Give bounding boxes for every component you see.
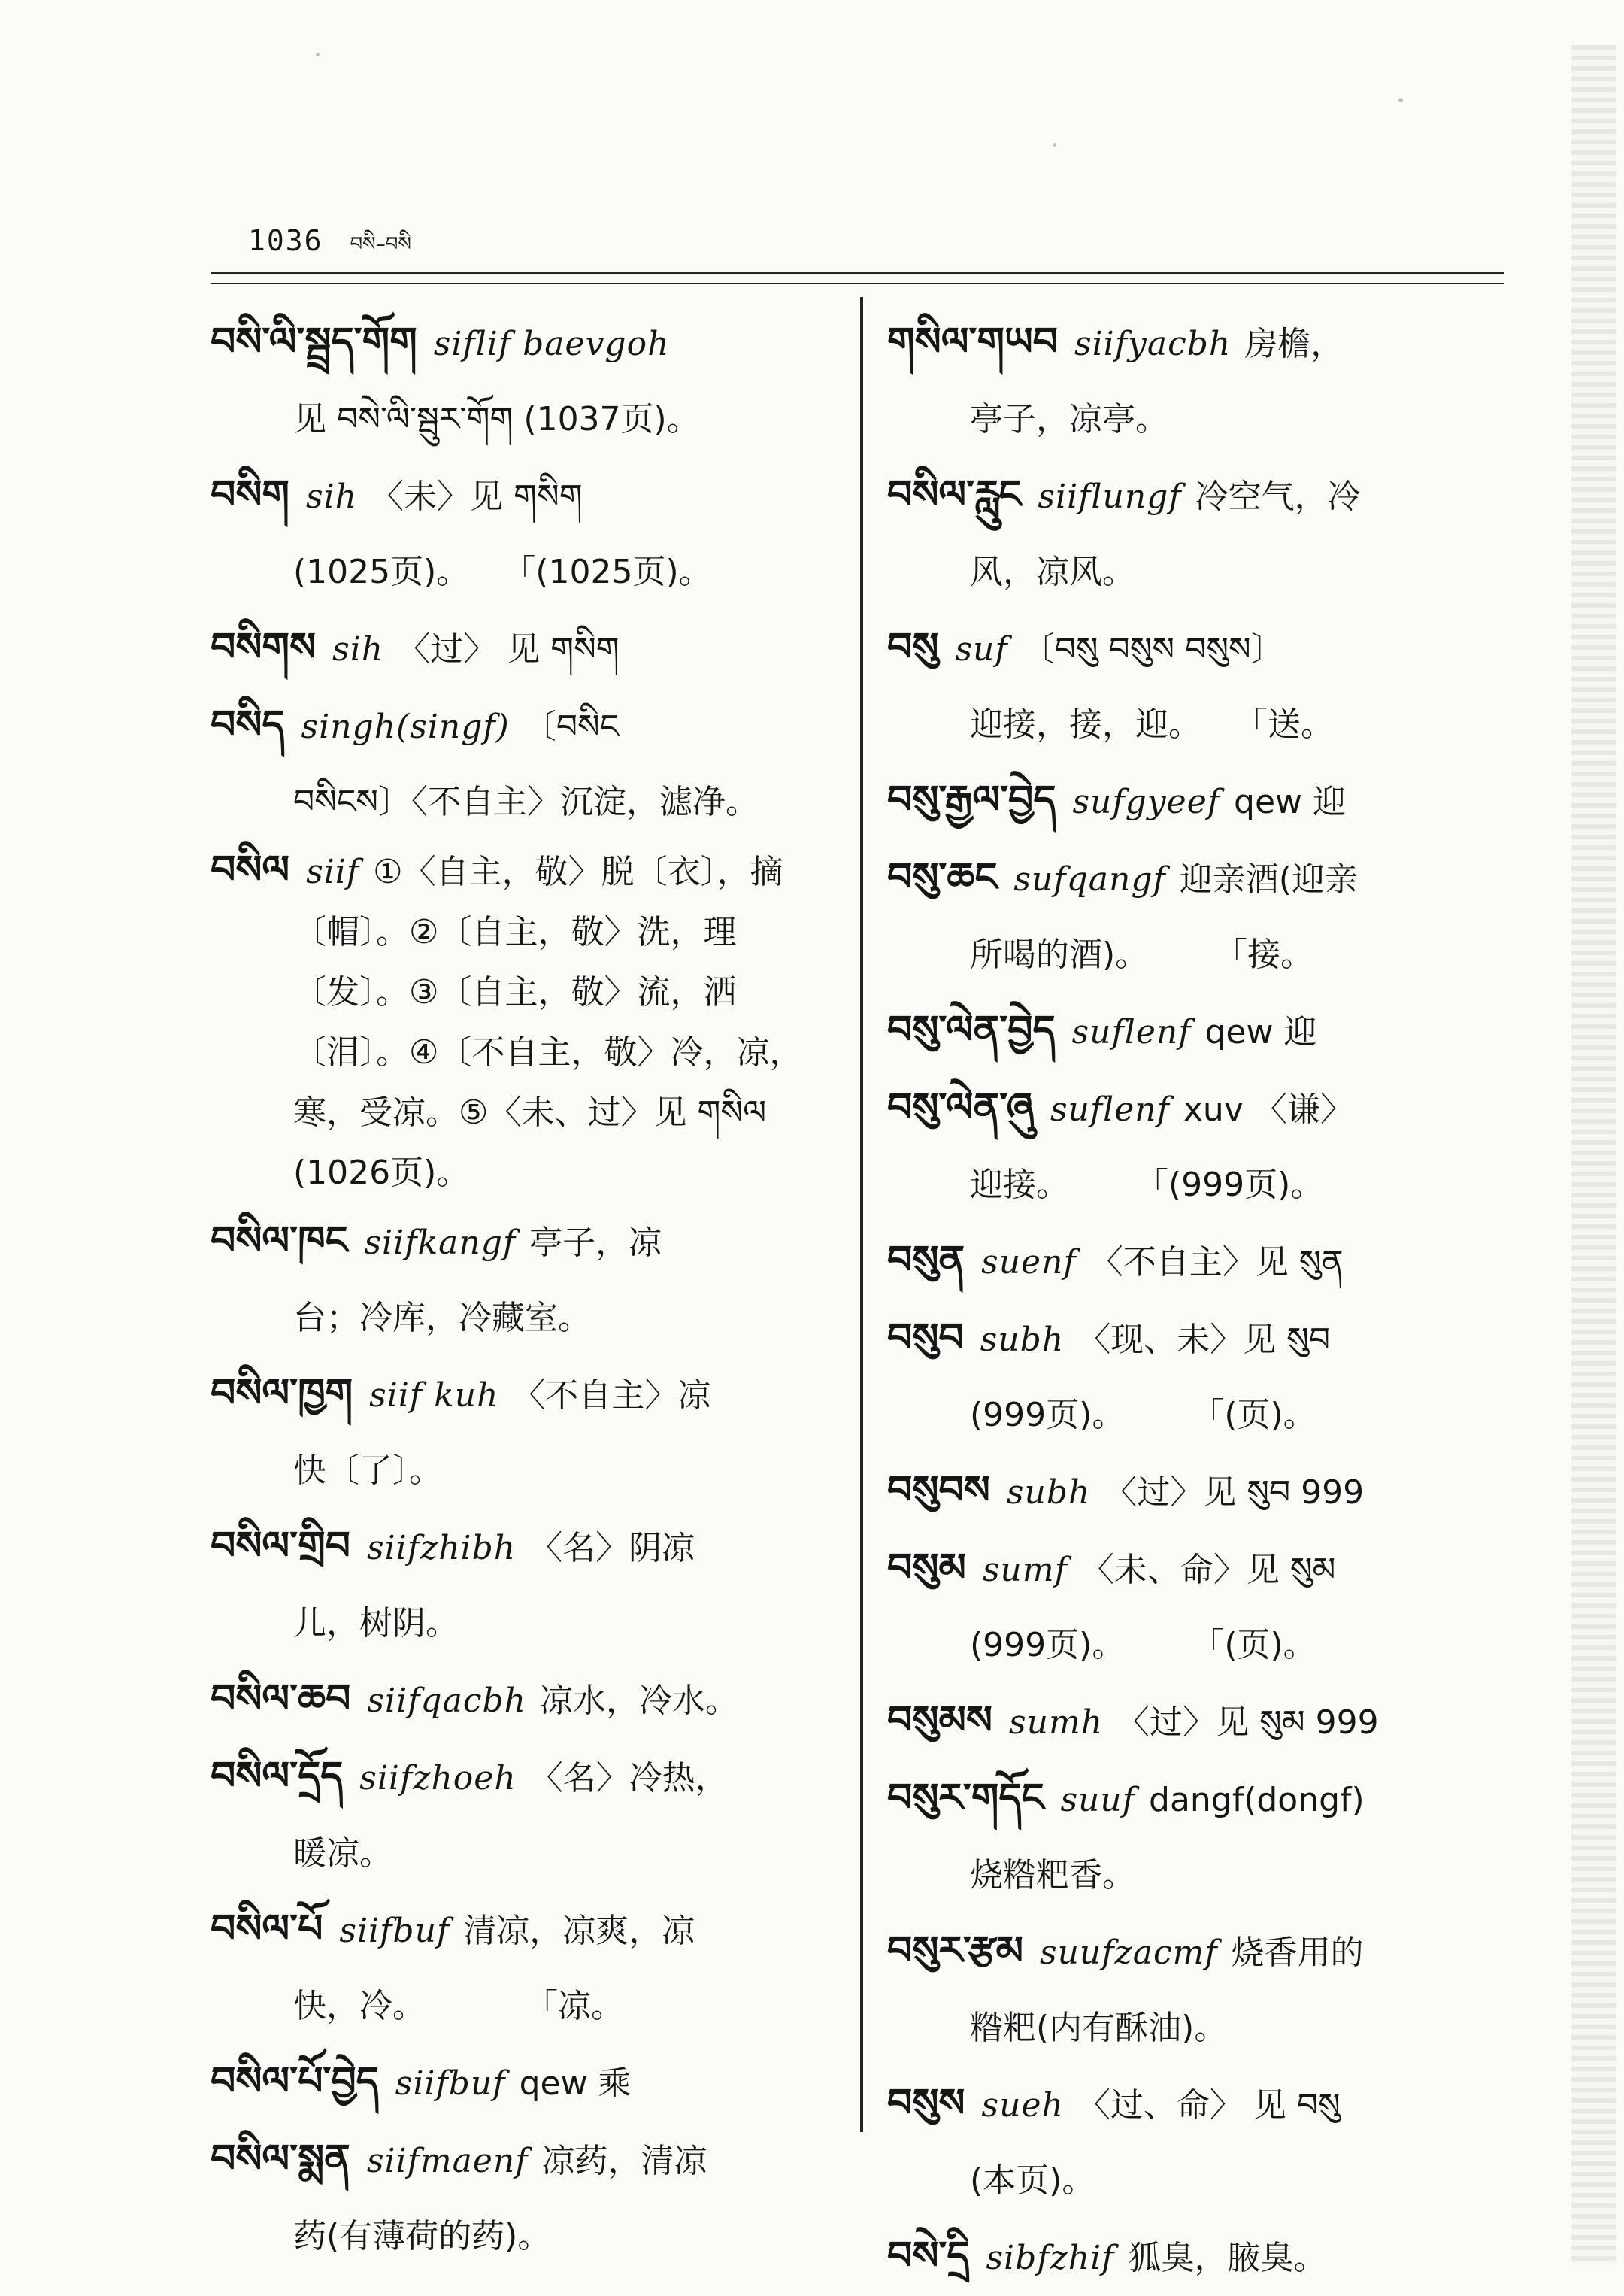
entry-romanization: siifbuf (395, 2064, 506, 2103)
entry-definition: qew 迎 (1234, 783, 1347, 821)
entry-romanization: sih (306, 478, 358, 516)
entry-headword: བསིལ་པོ་བྱེད (211, 2059, 379, 2104)
entry-continuation: 迎接，接，迎。 「送。 (970, 705, 1334, 744)
entry-definition: ①〈自主，敬〉脱〔衣〕，摘 (373, 853, 783, 891)
entry-definition: 〈未、命〉见 སུམ (1080, 1551, 1336, 1589)
entry-definition: 冷空气，冷 (1195, 478, 1361, 516)
header-rule-thin (211, 283, 1504, 284)
entry-romanization: siifqacbh (367, 1682, 526, 1720)
entry-romanization: singh(singf) (301, 708, 510, 746)
entry-headword: བསུ་ལེན་ཞུ (887, 1085, 1034, 1130)
scan-edge (1571, 45, 1616, 2264)
page-number: 1036 (248, 224, 323, 257)
entry-continuation: བསིངས〕〈不自主〉沉淀，滤净。 (293, 783, 759, 821)
entry-headword: བསིལ་གྲིབ (211, 1524, 351, 1569)
entry-definition: 狐臭，腋臭。 (1128, 2239, 1327, 2277)
dictionary-entry (211, 2122, 842, 2274)
dictionary-entry (887, 1530, 1504, 1683)
entry-headword: བསུས (887, 2081, 965, 2126)
entry-headword: བསིལ་ཆབ (211, 1676, 351, 1721)
entry-continuation: 迎接。 「(999页)。 (970, 1166, 1324, 1204)
entry-definition: 〈过〉 见 གསིག (397, 630, 620, 669)
dictionary-entry (887, 2219, 1504, 2296)
entry-headword: བསུམས (887, 1698, 993, 1743)
running-head: བསི–བསི (350, 233, 411, 256)
entry-headword: བསིལ་རླུང (887, 472, 1022, 517)
entry-headword: བསིད (211, 702, 285, 748)
dictionary-entry (887, 763, 1504, 840)
entry-headword: བསུར་རྩམ (887, 1928, 1024, 1973)
entry-romanization: siif kuh (369, 1376, 499, 1415)
dictionary-entry (887, 1300, 1504, 1453)
entry-headword: བསིལ་ཁང (211, 1218, 348, 1263)
entry-continuation: 台；冷库，冷藏室。 (293, 1299, 591, 1337)
entry-definition: 烧香用的 (1231, 1934, 1364, 1972)
left-column (211, 305, 842, 2274)
entry-headword: བསིལ (211, 848, 290, 893)
scan-speck (1398, 98, 1403, 102)
dictionary-entry (887, 1223, 1504, 1300)
entry-romanization: sufqangf (1013, 860, 1166, 899)
entry-continuation: (999页)。 「(页)。 (970, 1626, 1316, 1664)
entry-definition: 凉药，清凉 (541, 2142, 707, 2180)
entry-headword: བསུ་ཆང (887, 855, 998, 900)
dictionary-entry (211, 1661, 842, 1739)
entry-continuation: 快〔了〕。 (293, 1451, 442, 1490)
dictionary-entry (211, 687, 842, 840)
entry-definition: 〈过、命〉 见 བསུ (1077, 2086, 1341, 2125)
entry-continuation: 所喝的酒)。 「接。 (970, 936, 1314, 974)
entry-romanization: siifzhibh (367, 1529, 517, 1567)
entry-romanization: suf (955, 630, 1008, 669)
header-rule (211, 272, 1504, 274)
dictionary-entry (211, 610, 842, 687)
entry-definition: 〈名〉冷热， (529, 1759, 729, 1797)
entry-headword: བསེ་དྲི (887, 2234, 970, 2279)
entry-continuation: 〔帽〕。②〔自主，敬〉洗，理〔发〕。③〔自主，敬〉流，洒〔泪〕。④〔不自主，敬〉冷，凉，寒，受凉。⑤〈未、过〉见 གསིལ (1026页)。 (293, 913, 803, 1192)
entry-romanization: siifyacbh (1074, 325, 1232, 363)
entry-headword: བསུར་གདོང (887, 1776, 1044, 1821)
entry-romanization: siifmaenf (366, 2142, 529, 2180)
entry-romanization: subh (1006, 1473, 1091, 1512)
entry-headword: གསིལ་གཡབ (887, 320, 1058, 365)
dictionary-entry (211, 1203, 842, 1356)
dictionary-entry (211, 840, 842, 1203)
entry-romanization: siif (306, 853, 360, 891)
dictionary-entry (211, 2044, 842, 2122)
entry-romanization: sumh (1009, 1703, 1104, 1742)
dictionary-entry (887, 1453, 1504, 1530)
entry-headword: བསུ་ལེན་བྱེད (887, 1008, 1056, 1053)
dictionary-entry (211, 1356, 842, 1509)
entry-continuation: 糌粑(内有酥油)。 (970, 2009, 1228, 2047)
entry-definition: 清凉，凉爽，凉 (463, 1912, 695, 1950)
dictionary-entry (887, 305, 1504, 457)
entry-romanization: sueh (981, 2086, 1064, 2125)
entry-continuation: 风，凉风。 (970, 553, 1135, 591)
entry-definition: 〈不自主〉见 སུན (1089, 1243, 1344, 1281)
entry-continuation: 快，冷。 「凉。 (293, 1987, 624, 2025)
entry-romanization: siifbuf (339, 1912, 450, 1950)
entry-romanization: sufgyeef (1072, 783, 1221, 821)
entry-definition: 亭子，凉 (529, 1224, 662, 1262)
entry-romanization: siiflungf (1038, 478, 1182, 516)
entry-headword: བསུབས (887, 1468, 990, 1513)
entry-romanization: suenf (981, 1243, 1077, 1281)
entry-romanization: sih (332, 630, 384, 669)
dictionary-entry (887, 610, 1504, 763)
entry-definition: 凉水，冷水。 (539, 1682, 738, 1720)
entry-definition: 〈现、未〉见 སུབ (1077, 1321, 1331, 1359)
entry-continuation: 见 བསེ་ལི་སྦུར་གོག (1037页)。 (293, 400, 700, 438)
entry-definition: 〔བསིང (523, 708, 620, 746)
entry-continuation: 亭子，凉亭。 (970, 400, 1168, 438)
entry-romanization: siifzhoeh (359, 1759, 517, 1797)
entry-romanization: sumf (982, 1551, 1068, 1589)
dictionary-entry (211, 1739, 842, 1891)
entry-headword: བསིལ་ཁྱག (211, 1371, 353, 1416)
entry-definition: 〈不自主〉凉 (512, 1376, 711, 1415)
entry-headword: བསུ (887, 625, 939, 670)
entry-headword: བསུམ (887, 1545, 966, 1591)
entry-definition: 〈过〉见 སུམ 999 (1116, 1703, 1379, 1742)
entry-headword: བསིལ་སྨན (211, 2137, 350, 2182)
entry-romanization: sibfzhif (986, 2239, 1115, 2277)
entry-continuation: 药(有薄荷的药)。 (293, 2217, 551, 2255)
entry-romanization: subh (980, 1321, 1065, 1359)
dictionary-entry (211, 1509, 842, 1661)
entry-definition: 〈未〉见 གསིག (371, 478, 583, 516)
dictionary-entry (887, 2066, 1504, 2219)
dictionary-entry (211, 1891, 842, 2044)
entry-headword: བསུབ (887, 1315, 964, 1360)
dictionary-entry (887, 1761, 1504, 1913)
entry-romanization: suufzacmf (1040, 1934, 1218, 1972)
entry-headword: བསིལ་པོ (211, 1906, 323, 1952)
entry-headword: བསུ་རྒྱལ་བྱེད (887, 778, 1056, 823)
dictionary-entry (887, 1070, 1504, 1223)
entry-definition: xuv 〈谦〉 (1183, 1090, 1353, 1129)
entry-definition: qew 乘 (519, 2064, 632, 2103)
column-divider (860, 297, 863, 2132)
dictionary-entry (887, 993, 1504, 1070)
scan-speck (1053, 143, 1056, 147)
entry-headword: བསིག (211, 472, 290, 517)
entry-romanization: siifkangf (364, 1224, 517, 1262)
entry-headword: བསུན (887, 1238, 965, 1283)
entry-headword: བསིགས (211, 625, 317, 670)
entry-headword: བསི་ལི་སྦྲད་གོག (211, 320, 417, 365)
entry-definition: 〈名〉阴凉 (529, 1529, 695, 1567)
entry-romanization: suflenf (1071, 1013, 1192, 1051)
scan-speck (316, 53, 320, 56)
dictionary-entry (887, 840, 1504, 993)
entry-romanization: suflenf (1050, 1090, 1170, 1129)
entry-continuation: (本页)。 (970, 2161, 1095, 2200)
dictionary-entry (887, 1913, 1504, 2066)
page-header (248, 223, 411, 268)
entry-definition: dangf(dongf) (1149, 1781, 1365, 1819)
entry-definition: qew 迎 (1204, 1013, 1317, 1051)
entry-definition: 迎亲酒(迎亲 (1179, 860, 1358, 899)
dictionary-entry (887, 457, 1504, 610)
entry-romanization: siflif baevgoh (433, 325, 670, 363)
entry-romanization: suuf (1060, 1781, 1136, 1819)
entry-continuation: 儿，树阴。 (293, 1604, 459, 1642)
entry-definition: 房檐， (1244, 325, 1344, 363)
right-column (887, 305, 1504, 2296)
dictionary-entry (887, 1683, 1504, 1761)
dictionary-entry (211, 305, 842, 457)
entry-continuation: 暖凉。 (293, 1834, 392, 1873)
entry-continuation: (999页)。 「(页)。 (970, 1396, 1316, 1434)
entry-definition: 〔བསུ བསུས བསུས〕 (1021, 630, 1284, 669)
entry-definition: 〈过〉见 སུབ 999 (1104, 1473, 1365, 1512)
entry-continuation: 烧糌粑香。 (970, 1856, 1135, 1894)
entry-headword: བསིལ་དྲོད (211, 1754, 344, 1799)
dictionary-entry (211, 457, 842, 610)
entry-continuation: (1025页)。 「(1025页)。 (293, 553, 712, 591)
